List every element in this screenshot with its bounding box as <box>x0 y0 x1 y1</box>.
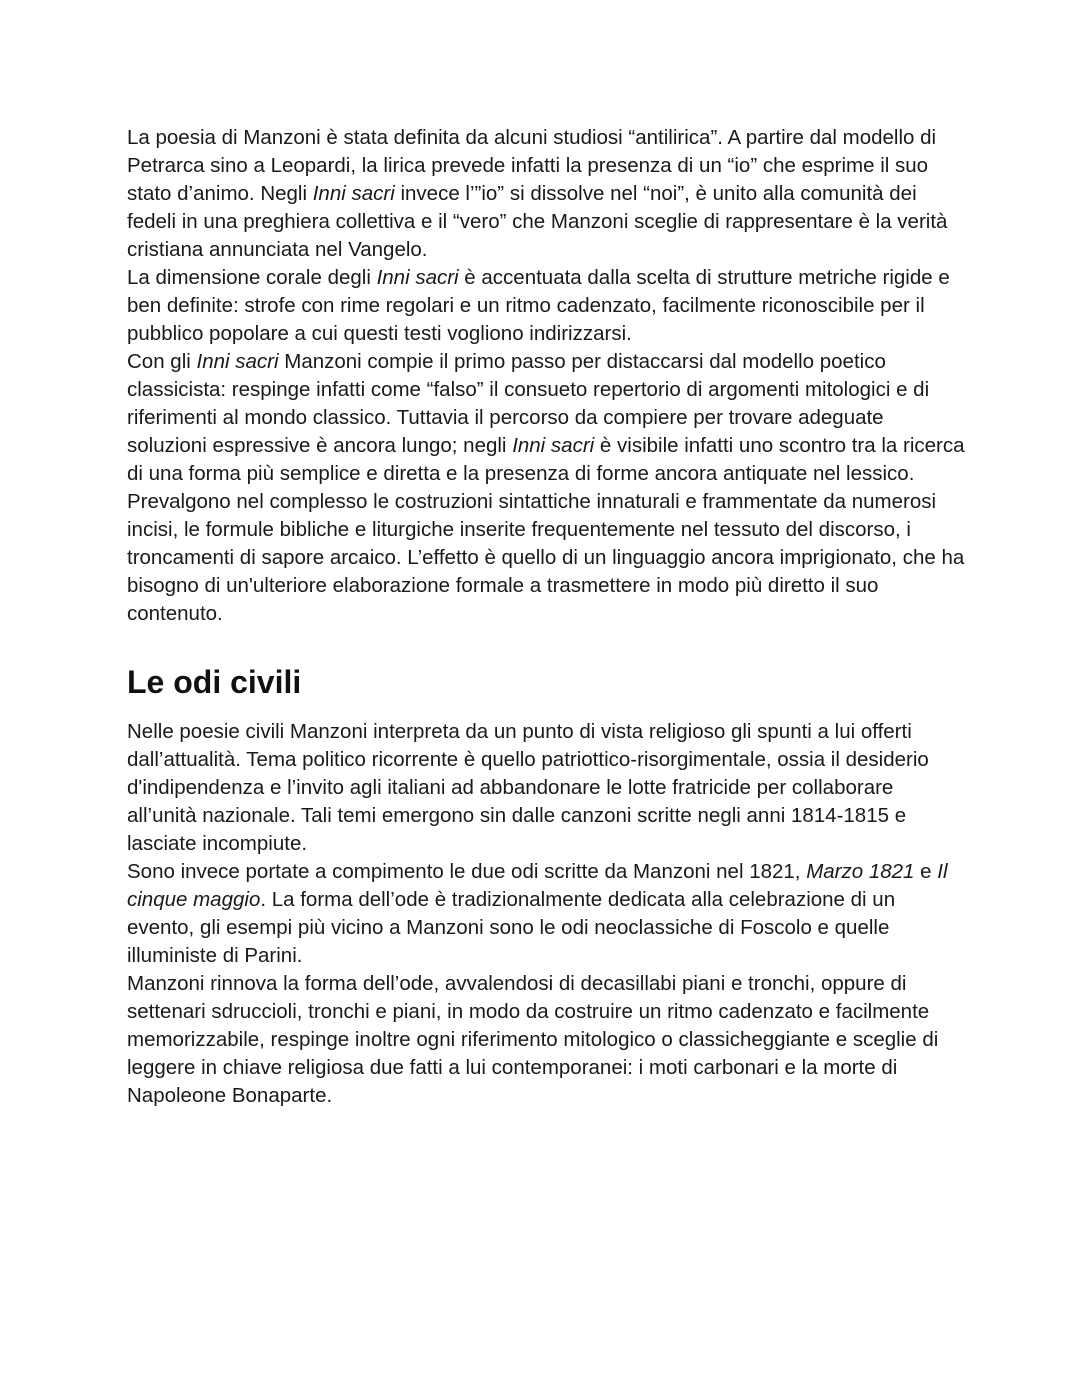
text-run: La poesia di Manzoni è stata definita da alcuni studiosi “antilirica”. A partire dal modello di Petrarca sino a Leopardi, la lirica prevede infatti la presenza di un “io” che esprime il suo stato d’animo. Negli <box>127 126 937 205</box>
paragraph-rinnova-ode: Manzoni rinnova la forma dell’ode, avvalendosi di decasillabi piani e tronchi, oppure di settenari sdruccioli, tronchi e piani, in modo da costruire un ritmo cadenzato e facilmente memorizzabile, respinge inoltre ogni riferimento mitologico o classicheggiante e sceglie di leggere in chiave religiosa due fatti a lui contemporanei: i moti carbonari e la morte di Napoleone Bonaparte. <box>127 972 939 1107</box>
italic-title: Inni sacri <box>376 266 459 289</box>
text-run: e <box>914 860 938 883</box>
paragraph-due-odi <box>127 858 967 970</box>
italic-title: Inni sacri <box>512 434 595 457</box>
italic-title: Inni sacri <box>196 350 279 373</box>
italic-title: Inni sacri <box>312 182 395 205</box>
paragraph-antilirica <box>127 124 967 264</box>
text-run: . La forma dell’ode è tradizionalmente dedicata alla celebrazione di un evento, gli esempi più vicino a Manzoni sono le odi neoclassiche di Foscolo e quelle illuministe di Parini. <box>127 888 896 967</box>
text-run: è visibile infatti uno scontro tra la ricerca di una forma più semplice e diretta e la presenza di forme ancora antiquate nel lessico. <box>127 434 965 485</box>
text-run: Con gli <box>127 350 197 373</box>
text-run: Manzoni compie il primo passo per distaccarsi dal modello poetico classicista: respinge infatti come “falso” il consueto repertorio di argomenti mitologici e di riferimenti al mondo classico. Tuttavia il percorso da compiere per trovare adeguate soluzioni espressive è ancora lungo; negli <box>127 350 930 457</box>
text-run: Sono invece portate a compimento le due odi scritte da Manzoni nel 1821, <box>127 860 807 883</box>
text-run: invece l’”io” si dissolve nel “noi”, è unito alla comunità dei fedeli in una preghiera collettiva e il “vero” che Manzoni sceglie di rappresentare è la verità cristiana annunciata nel Vangelo. <box>127 182 948 261</box>
paragraph-dimensione-corale <box>127 264 967 348</box>
paragraph-primo-passo <box>127 348 967 488</box>
paragraph-prevalgono: Prevalgono nel complesso le costruzioni sintattiche innaturali e frammentate da numerosi incisi, le formule bibliche e liturgiche inserite frequentemente nel tessuto del discorso, i troncamenti di sapore arcaico. L’effetto è quello di un linguaggio ancora imprigionato, che ha bisogno di un'ulteriore elaborazione formale a trasmettere in modo più diretto il suo contenuto. <box>127 490 965 625</box>
document-page <box>127 124 967 1110</box>
paragraph-poesie-civili: Nelle poesie civili Manzoni interpreta da un punto di vista religioso gli spunti a lui offerti dall’attualità. Tema politico ricorrente è quello patriottico-risorgimentale, ossia il desiderio d'indipendenza e l’invito agli italiani ad abbandonare le lotte fratricide per collaborare all’unità nazionale. Tali temi emergono sin dalle canzoni scritte negli anni 1814-1815 e lasciate incompiute. <box>127 720 929 855</box>
italic-title: Marzo 1821 <box>806 860 915 883</box>
text-run: La dimensione corale degli <box>127 266 377 289</box>
section-heading-odi-civili: Le odi civili <box>127 664 302 700</box>
text-run: è accentuata dalla scelta di strutture metriche rigide e ben definite: strofe con rime regolari e un ritmo cadenzato, facilmente riconoscibile per il pubblico popolare a cui questi testi vogliono indirizzarsi. <box>127 266 950 345</box>
italic-title: Il cinque maggio <box>127 860 948 911</box>
